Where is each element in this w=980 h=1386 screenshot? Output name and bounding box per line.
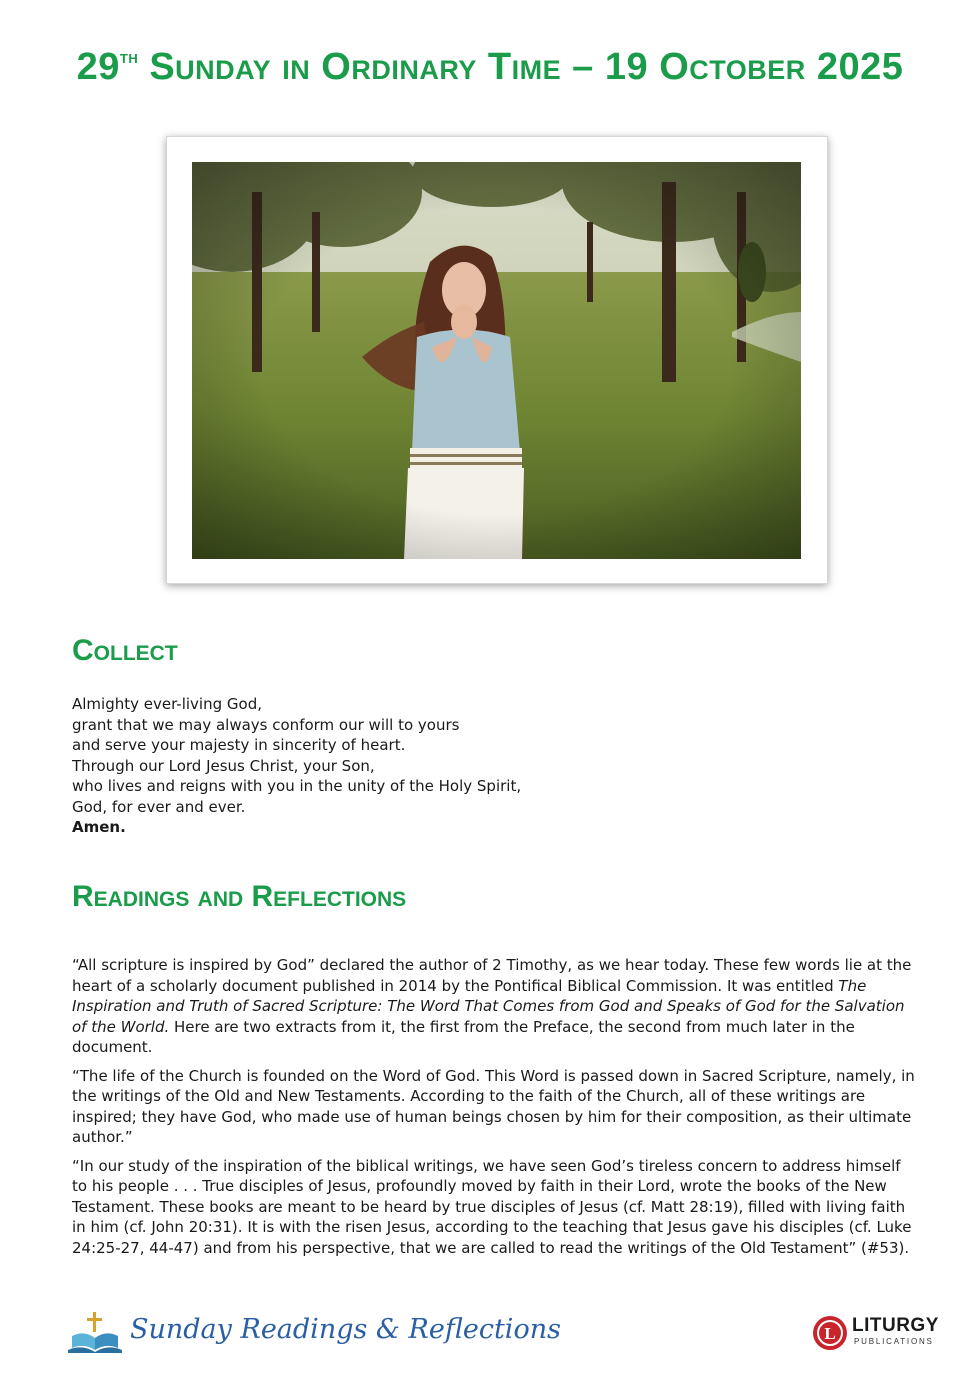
collect-line: Almighty ever-living God, [72, 695, 262, 713]
readings-heading: Readings and Reflections [72, 880, 407, 913]
liturgy-logo-icon [812, 1315, 848, 1351]
reflection-paragraph-1 [72, 955, 920, 1058]
collect-line: who lives and reigns with you in the unity of the Holy Spirit, [72, 777, 522, 795]
reflection-paragraph-3: “In our study of the inspiration of the biblical writings, we have seen God’s tireless concern to address himself to his people . . . True disciples of Jesus, profoundly moved by faith in their Lord, wrote the books of the New Testament. These books are meant to be heard by true disciples of Jesus (cf. Matt 28:19), filled with living faith in him (cf. John 20:31). It is with the risen Jesus, according to the teaching that Jesus gave his disciples (cf. Luke 24:25-27, 44-47) and from his perspective, that we are called to read the writings of the Old Testament” (#53). [72, 1156, 912, 1257]
reflection-text [72, 955, 920, 1266]
title-ordinal-suffix: th [119, 47, 139, 67]
collect-line: grant that we may always conform our will to yours [72, 715, 460, 734]
title-number: 29 [76, 46, 120, 88]
collect-line: Through our Lord Jesus Christ, your Son, [72, 756, 375, 775]
open-book-cross-icon [68, 1310, 124, 1354]
collect-amen: Amen. [72, 818, 126, 836]
praying-woman-photo [192, 162, 801, 559]
paragraph-text: Here are two extracts from it, the first from the Preface, the second from much later in the document. [72, 1017, 855, 1056]
document-title: The Inspiration and Truth of Sacred Scripture: The Word That Comes from God and Speaks of God for the Salvation of the World. [72, 976, 905, 1036]
logo-subtitle: PUBLICATIONS [854, 1337, 934, 1346]
collect-line: God, for ever and ever. [72, 797, 246, 816]
footer-brand-logo [68, 1310, 561, 1354]
page-title [0, 46, 980, 89]
footer-brand-text: Sunday Readings & Reflections [130, 1314, 561, 1345]
paragraph-text: “All scripture is inspired by God” declared the author of 2 Timothy, as we hear today. These few words lie at the heart of a scholarly document published in 2014 by the Pontifical Biblical Commission. It was entitled [72, 956, 912, 995]
collect-line: and serve your majesty in sincerity of heart. [72, 736, 406, 754]
logo-letter: L [824, 1324, 836, 1343]
logo-word: LITURGY [852, 1315, 939, 1336]
collect-prayer [72, 694, 632, 838]
collect-heading: Collect [72, 634, 178, 667]
title-text: Sunday in Ordinary Time – 19 October 2025 [149, 46, 904, 88]
photo-frame [166, 136, 828, 584]
liturgy-publications-logo [812, 1313, 942, 1355]
reflection-paragraph-2: “The life of the Church is founded on the Word of God. This Word is passed down in Sacred Scripture, namely, in the writings of the Old and New Testaments. According to the faith of the Church, all of these writings are inspired; they have God, who made use of human beings chosen by him for their composition, as their ultimate author.” [72, 1066, 915, 1146]
